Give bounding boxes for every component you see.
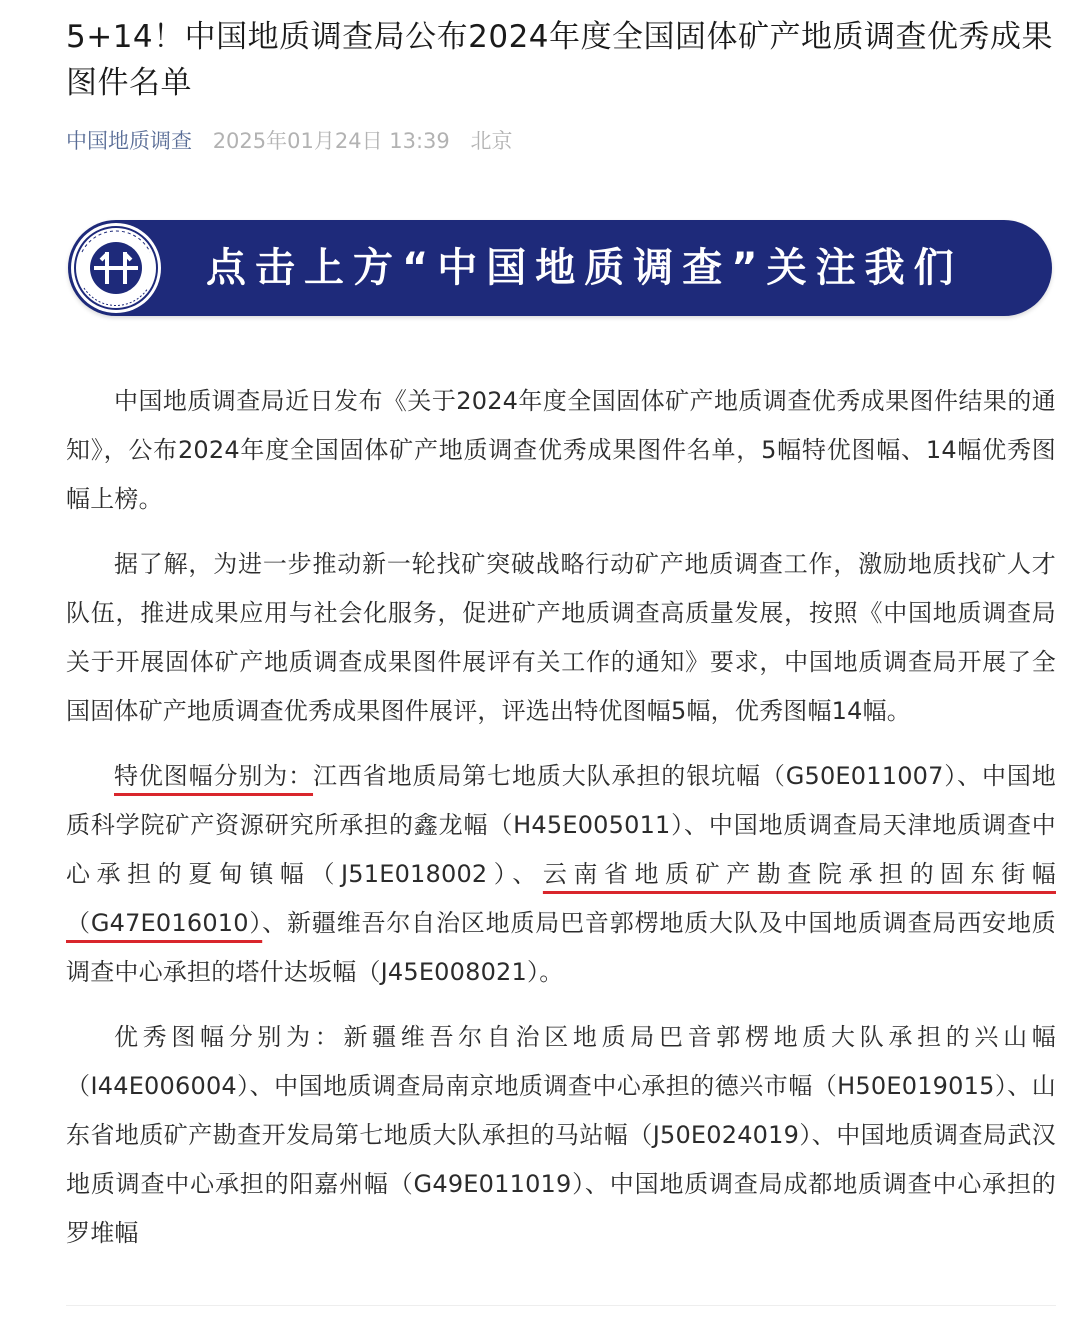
paragraph-background: 据了解，为进一步推动新一轮找矿突破战略行动矿产地质调查工作，激励地质找矿人才队伍，推进成果应用与社会化服务，促进矿产地质调查高质量发展，按照《中国地质调查局关于开展固体矿产地质调查成果图件展评有关工作的通知》要求，中国地质调查局开展了全国固体矿产地质调查优秀成果图件展评，评选出特优图幅5幅，优秀图幅14幅。	[66, 550, 1056, 725]
article-header	[66, 0, 1056, 156]
author-link[interactable]: 中国地质调查	[66, 129, 192, 153]
top-maps-list-part1: 江西省地质局第七地质大队承担的银坑幅（G50E011007）、中国地质科学院矿产资源研究所承担的鑫龙幅（H45E005011）、中国地质调查局天津地质调查中心承担的夏甸镇幅（J51E018002）、	[66, 762, 1057, 888]
divider	[66, 1305, 1056, 1306]
article-title: 5+14！中国地质调查局公布2024年度全国固体矿产地质调查优秀成果图件名单	[66, 19, 1054, 101]
paragraph-top-maps	[66, 752, 1056, 997]
follow-banner[interactable]	[68, 220, 1052, 316]
paragraph-intro: 中国地质调查局近日发布《关于2024年度全国固体矿产地质调查优秀成果图件结果的通知》，公布2024年度全国固体矿产地质调查优秀成果图件名单，5幅特优图幅、14幅优秀图幅上榜。	[66, 387, 1056, 513]
publish-location: 北京	[470, 129, 513, 153]
banner-label: 点击上方“中国地质调查”关注我们	[206, 245, 963, 291]
article-body	[66, 377, 1056, 1274]
top-maps-lead: 特优图幅分别为：	[114, 762, 314, 790]
article-meta	[66, 126, 1056, 156]
publish-time: 2025年01月24日 13:39	[212, 129, 450, 153]
china-geological-survey-logo-icon	[70, 222, 162, 314]
paragraph-excellent-maps: 优秀图幅分别为：新疆维吾尔自治区地质局巴音郭楞地质大队承担的兴山幅（I44E006004）、中国地质调查局南京地质调查中心承担的德兴市幅（H50E019015）、山东省地质矿产勘查开发局第七地质大队承担的马站幅（J50E024019）、中国地质调查局武汉地质调查中心承担的阳嘉州幅（G49E011019）、中国地质调查局成都地质调查中心承担的罗堆幅	[66, 1023, 1056, 1247]
top-maps-highlight: 云南省地质矿产勘查院承担的固东街幅（G47E016010）	[66, 860, 1056, 937]
top-maps-list-part2: 、新疆维吾尔自治区地质局巴音郭楞地质大队及中国地质调查局西安地质调查中心承担的塔什达坂幅（J45E008021）。	[66, 909, 1056, 986]
